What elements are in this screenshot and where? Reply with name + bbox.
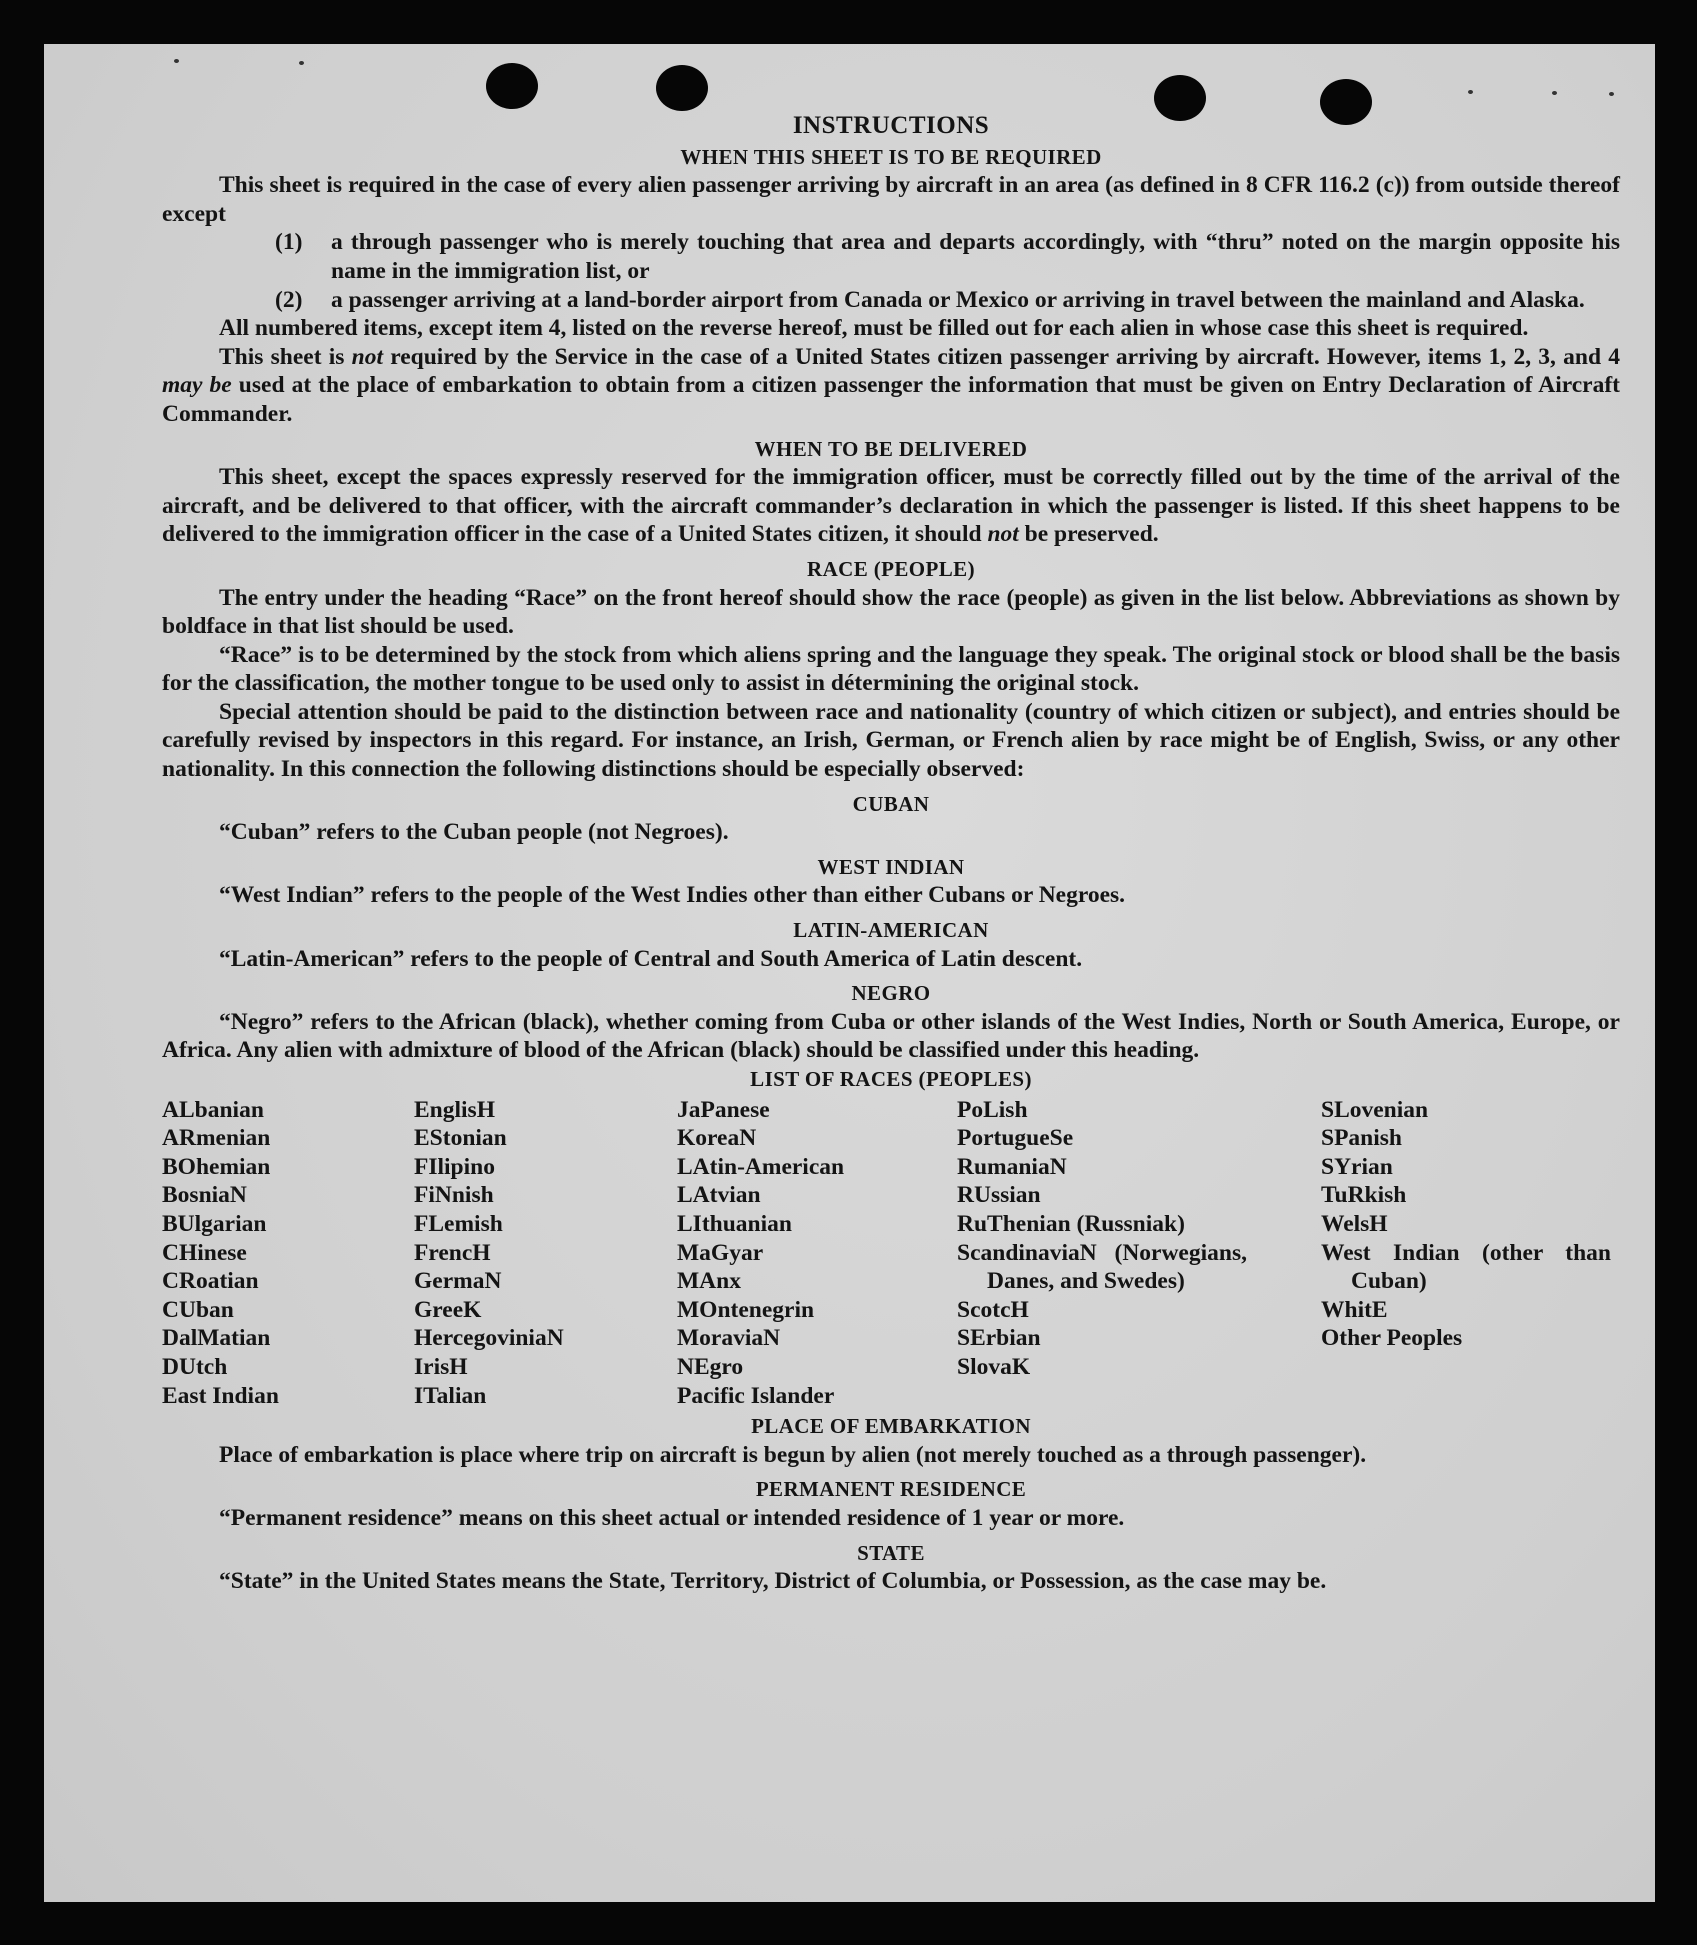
section-heading-when-delivered: WHEN TO BE DELIVERED [754, 436, 1028, 461]
race-entry: Pacific Islander [677, 1382, 835, 1409]
when-delivered-paragraph: This sheet, except the spaces expressly reserved for the immigration officer, must be correctly filled out by the time of the arrival of the aircraft, and be delivered to that officer, with the aircraft commander’s declaration in which the passenger is listed. If this sheet happens to be delivered to the immigration officer in the case of a United States citizen, it should not be preserved. [162, 464, 1620, 548]
document-sheet [44, 44, 1655, 1902]
race-entry: ALbanian [162, 1096, 264, 1123]
race-entry: LAtvian [677, 1182, 761, 1209]
section-heading-state: STATE [857, 1540, 925, 1565]
state-definition: “State” in the United States means the State, Territory, District of Columbia, or Possession, as the case may be. [219, 1568, 1327, 1595]
race-entry: PortugueSe [957, 1125, 1074, 1152]
exception-item [162, 286, 1620, 315]
race-entry: GermaN [414, 1268, 502, 1295]
race-entry: EStonian [414, 1125, 507, 1152]
race-entry: ScotcH [957, 1296, 1029, 1323]
race-entry: ITalian [414, 1382, 487, 1409]
exception-text: a through passenger who is merely touching that area and departs accordingly, with “thru” noted on the margin opposite his name in the immigration list, or [331, 229, 1620, 284]
race-entry: CRoatian [162, 1268, 259, 1295]
race-entry: SYrian [1321, 1153, 1393, 1180]
race-entry: JaPanese [677, 1096, 770, 1123]
race-entry: FiNnish [414, 1182, 494, 1209]
race-entry: BOhemian [162, 1153, 271, 1180]
race-entry: HercegoviniaN [414, 1325, 564, 1352]
section-heading-embarkation: PLACE OF EMBARKATION [751, 1414, 1031, 1439]
instructions-content [162, 112, 1620, 1596]
race-entry: SLovenian [1321, 1096, 1429, 1123]
race-paragraph: The entry under the heading “Race” on the front hereof should show the race (people) as given in the list below. Abbreviations as shown by boldface in that list should be used. [162, 584, 1620, 640]
speck-mark [174, 59, 179, 63]
race-entry: LAtin-American [677, 1153, 845, 1180]
race-entry: RumaniaN [957, 1153, 1067, 1180]
race-entry: FIlipino [414, 1153, 495, 1180]
races-column [677, 1096, 957, 1411]
cuban-definition: “Cuban” refers to the Cuban people (not Negroes). [219, 819, 729, 846]
race-entry: MAnx [677, 1268, 741, 1295]
race-entry: WhitE [1321, 1296, 1388, 1323]
section-heading-residence: PERMANENT RESIDENCE [755, 1477, 1027, 1502]
citizen-paragraph: This sheet is not required by the Service in the case of a United States citizen passenger arriving by aircraft. However, items 1, 2, 3, and 4 may be used at the place of embarkation to obtain from a citizen passenger the information that must be given on Entry Declaration of Aircraft Commander. [162, 343, 1621, 427]
races-column [957, 1096, 1247, 1411]
section-heading-cuban: CUBAN [852, 791, 930, 816]
residence-definition: “Permanent residence” means on this sheet actual or intended residence of 1 year or more. [219, 1504, 1125, 1531]
race-entry: EnglisH [414, 1096, 495, 1123]
race-entry: SlovaK [957, 1353, 1031, 1380]
race-entry: FrencH [414, 1239, 491, 1266]
race-entry: DUtch [162, 1353, 228, 1380]
when-required-intro: This sheet is required in the case of every alien passenger arriving by aircraft in an area (as defined in 8 CFR 116.2 (c)) from outside thereof except [162, 172, 1620, 227]
latin-american-definition: “Latin-American” refers to the people of Central and South America of Latin descent. [219, 945, 1083, 972]
race-entry: Other Peoples [1321, 1325, 1463, 1352]
race-entry: BosniaN [162, 1182, 247, 1209]
speck-mark [299, 61, 304, 65]
races-column [1321, 1096, 1611, 1411]
race-entry: PoLish [957, 1096, 1028, 1123]
race-entry: LIthuanian [677, 1210, 792, 1237]
race-paragraph: “Race” is to be determined by the stock from which aliens spring and the language they speak. The original stock or blood shall be the basis for the classification, the mother tongue to be used only to assist in détermining the original stock. [162, 641, 1620, 697]
races-list [162, 1096, 1620, 1411]
race-entry: GreeK [414, 1296, 482, 1323]
race-entry: CHinese [162, 1239, 247, 1266]
negro-definition: “Negro” refers to the African (black), whether coming from Cuba or other islands of the West Indies, North or South America, Europe, or Africa. Any alien with admixture of blood of the African (black) should be classified under this heading. [162, 1008, 1620, 1064]
race-entry: ScandinaviaN (Norwegians, Danes, and Swedes) [957, 1239, 1247, 1295]
section-heading-west-indian: WEST INDIAN [817, 854, 965, 879]
race-paragraph: Special attention should be paid to the distinction between race and nationality (country of which citizen or subject), and entries should be carefully revised by inspectors in this regard. For instance, an Irish, German, or French alien by race might be of English, Swiss, or any other nationality. In this connection the following distinctions should be especially observed: [162, 698, 1620, 783]
race-entry: WelsH [1321, 1210, 1388, 1237]
page-title: INSTRUCTIONS [792, 112, 990, 139]
races-column [414, 1096, 677, 1411]
west-indian-definition: “West Indian” refers to the people of the West Indies other than either Cubans or Negroes. [219, 882, 1126, 909]
race-entry: MOntenegrin [677, 1296, 815, 1323]
race-entry: RuThenian (Russniak) [957, 1210, 1185, 1237]
race-entry: MaGyar [677, 1239, 764, 1266]
race-entry: NEgro [677, 1353, 744, 1380]
race-entry: MoraviaN [677, 1325, 781, 1352]
race-entry: SErbian [957, 1325, 1041, 1352]
embarkation-definition: Place of embarkation is place where trip on aircraft is begun by alien (not merely touched as a through passenger). [219, 1441, 1367, 1468]
races-column [162, 1096, 414, 1411]
numbered-items-paragraph: All numbered items, except item 4, listed on the reverse hereof, must be filled out for each alien in whose case this sheet is required. [219, 315, 1529, 342]
race-entry: CUban [162, 1296, 234, 1323]
race-entry: West Indian (other than Cuban) [1321, 1239, 1611, 1295]
exception-item [162, 228, 1620, 285]
race-entry: East Indian [162, 1382, 279, 1409]
race-entry: RUssian [957, 1182, 1041, 1209]
exception-text: a passenger arriving at a land-border airport from Canada or Mexico or arriving in travel between the mainland and Alaska. [331, 286, 1585, 313]
race-entry: DalMatian [162, 1325, 271, 1352]
section-heading-race: RACE (PEOPLE) [807, 556, 975, 581]
race-entry: FLemish [414, 1210, 503, 1237]
race-entry: BUlgarian [162, 1210, 267, 1237]
section-heading-list-of-races: LIST OF RACES (PEOPLES) [750, 1067, 1032, 1091]
race-entry: SPanish [1321, 1125, 1402, 1152]
speck-mark [1609, 92, 1614, 96]
punch-hole [486, 63, 538, 109]
punch-hole [656, 65, 708, 111]
section-heading-when-required: WHEN THIS SHEET IS TO BE REQUIRED [680, 144, 1102, 169]
race-entry: TuRkish [1321, 1182, 1407, 1209]
exception-number: (1) [275, 229, 303, 256]
speck-mark [1468, 90, 1473, 94]
race-entry: ARmenian [162, 1125, 271, 1152]
section-heading-latin-american: LATIN-AMERICAN [793, 918, 989, 943]
race-entry: IrisH [414, 1353, 468, 1380]
exception-number: (2) [275, 286, 303, 313]
speck-mark [1552, 91, 1557, 95]
section-heading-negro: NEGRO [851, 981, 931, 1006]
race-entry: KoreaN [677, 1125, 757, 1152]
